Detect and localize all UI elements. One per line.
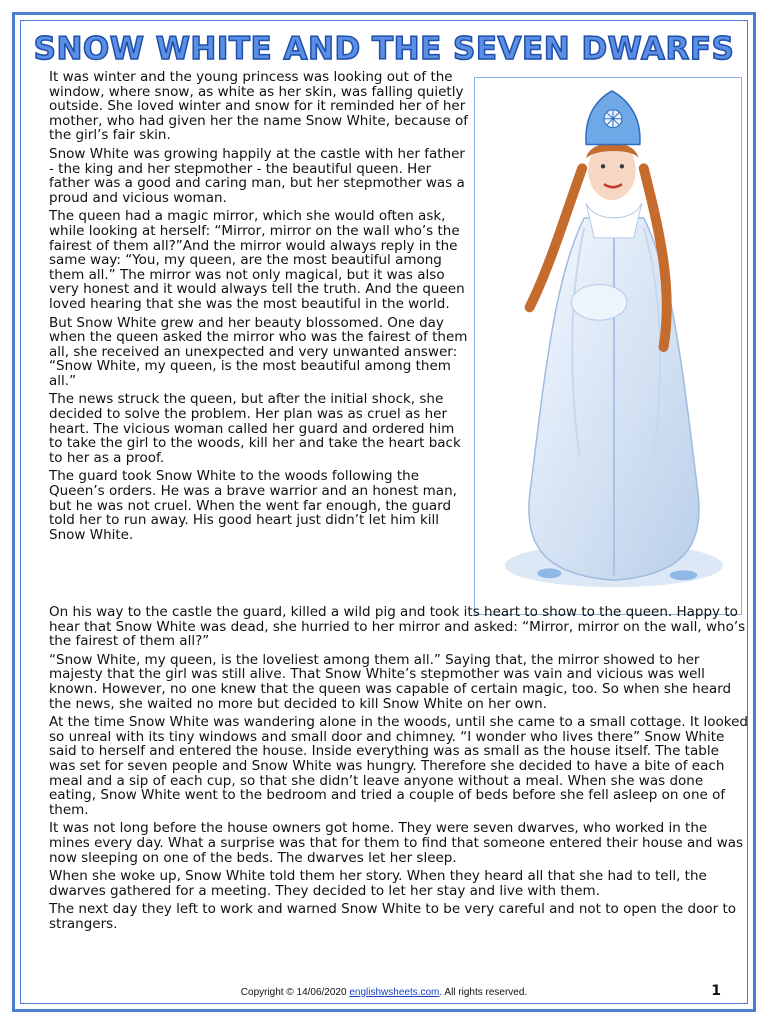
footer — [15, 987, 753, 998]
copyright-text: Copyright © 14/06/2020 — [240, 987, 347, 998]
paragraph: The news struck the queen, but after the initial shock, she decided to solve the problem. Her plan was as cruel as her heart. The vicious woman called her guard and ordered him to take the girl to the woods, kill her and take the heart back to her as a proof. — [49, 391, 461, 466]
page-title: SNOW WHITE AND THE SEVEN DWARFS — [33, 31, 735, 67]
rights-text: . All rights reserved. — [439, 987, 528, 998]
paragraph: But Snow White grew and her beauty blossomed. One day when the queen asked the mirror who was the fairest of them all, she received an unexpected and very unwanted answer: “Snow White, my queen, is the most beautiful among them all.” — [49, 314, 468, 389]
page-number: 1 — [711, 983, 721, 999]
left-text-column — [49, 70, 469, 546]
paragraph: The guard took Snow White to the woods following the Queen’s orders. He was a brave warrior and an honest man, but he was not cruel. When the went far enough, the guard told her to run away. His good heart just didn’t let him kill Snow White. — [49, 468, 457, 543]
worksheet-page — [12, 12, 756, 1012]
paragraph: On his way to the castle the guard, killed a wild pig and took its heart to show to the queen. Happy to hear that Snow White was dead, she hurried to her mirror and asked: “Mirror, mirror on the wall, who’s the fairest of them all?” — [49, 604, 746, 650]
paragraph: The next day they left to work and warned Snow White to be very careful and not to open the door to strangers. — [49, 901, 737, 932]
snow-princess-icon — [475, 78, 741, 614]
paragraph: It was winter and the young princess was looking out of the window, where snow, as white as her skin, was falling quietly outside. She loved winter and snow for it reminded her of her mother, who had given her the name Snow White, because of the girl’s fair skin. — [49, 69, 469, 144]
full-width-text — [49, 605, 749, 935]
paragraph: The queen had a magic mirror, which she would often ask, while looking at herself: “Mirror, mirror on the wall who’s the fairest of them all?”And the mirror would always reply in the same way: “You, my queen, are the most beautiful among them all.” The mirror was not only magical, but it was also very honest and it would always tell the truth. And the queen loved hearing that she was the most beautiful in the world. — [49, 208, 465, 312]
paragraph: When she woke up, Snow White told them her story. When they heard all that she had to tell, the dwarves gathered for a meeting. They decided to let her stay and live with them. — [49, 868, 707, 899]
paragraph: Snow White was growing happily at the castle with her father - the king and her stepmother - the beautiful queen. Her father was a good and caring man, but her stepmother was a proud and vicious woman. — [49, 145, 465, 206]
snow-princess-illustration — [474, 77, 742, 615]
paragraph: “Snow White, my queen, is the loveliest among them all.” Saying that, the mirror showed to her majesty that the girl was still alive. That Snow White’s stepmother was vain and vicious was well known. However, no one knew that the queen was capable of certain magic, too. So when she heard the news, she waited no more but decided to kill Snow White on her own. — [49, 651, 732, 712]
paragraph: It was not long before the house owners got home. They were seven dwarves, who worked in the mines every day. What a surprise was that for them to find that someone entered their house and was now sleeping on one of the beds. The dwarves let her sleep. — [49, 820, 744, 866]
website-link[interactable]: englishwsheets.com — [349, 987, 440, 998]
paragraph: At the time Snow White was wandering alone in the woods, until she came to a small cottage. It looked so unreal with its tiny windows and small door and chimney. “I wonder who lives there” Snow White said to herself and entered the house. Inside everything was as small as the house itself. The table was set for seven people and Snow White was hungry. Therefore she decided to have a bite of each meal and a sip of each cup, so that she didn’t leave anyone without a meal. When she was done eating, Snow White went to the bedroom and tried a couple of beds before she fell asleep on one of them. — [49, 714, 748, 818]
